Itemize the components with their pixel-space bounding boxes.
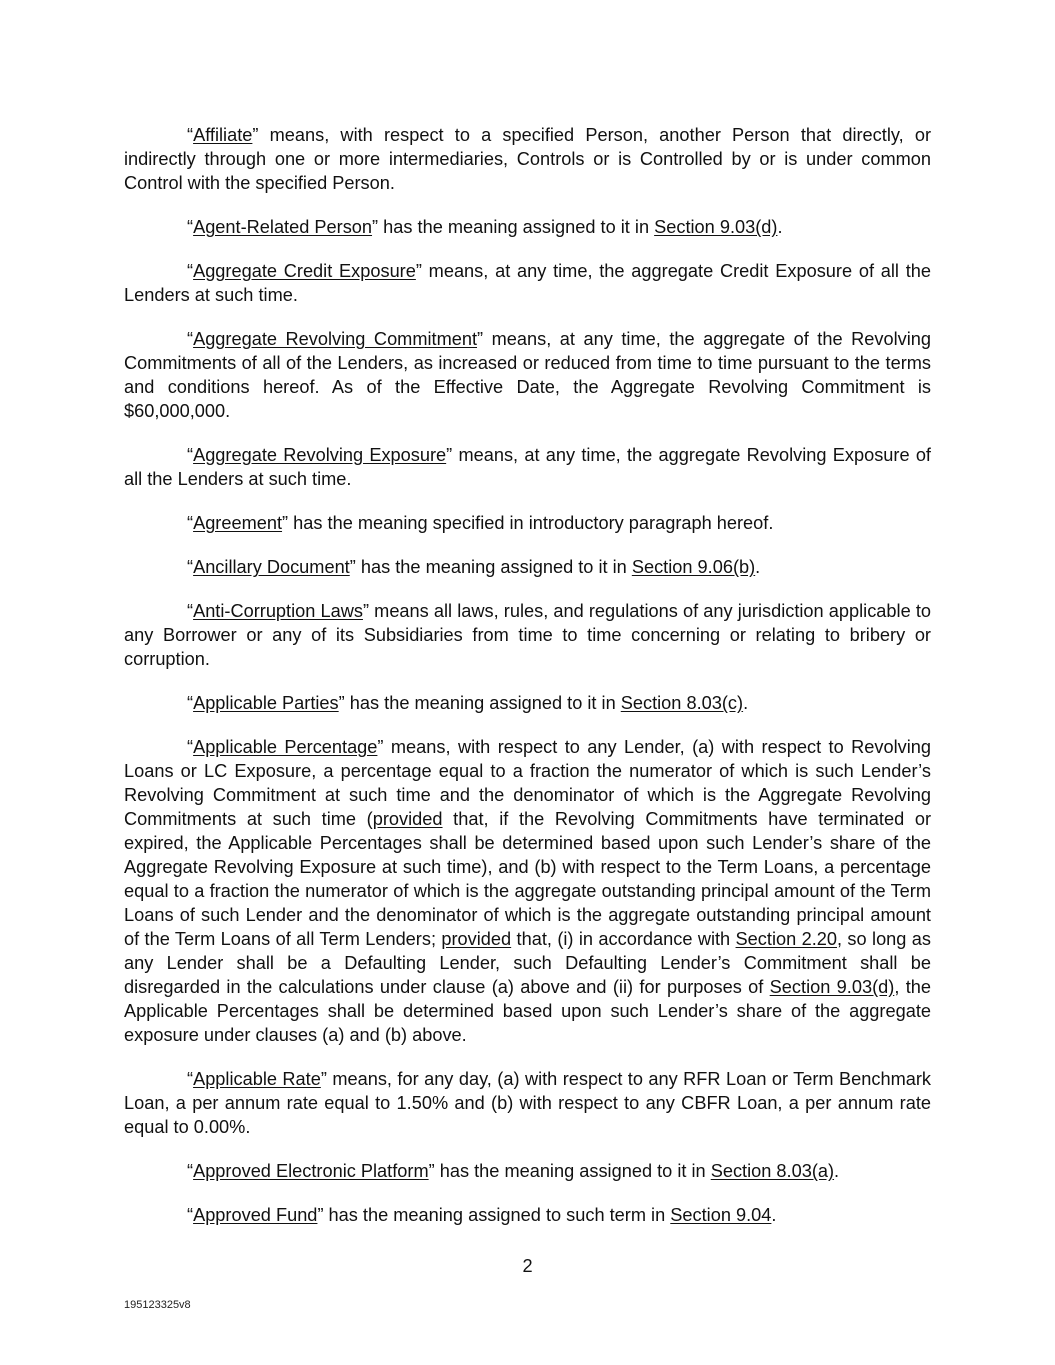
definition-text: means, at any time, the aggregate Credit Exposure of all the Lenders at such time. [124,261,931,305]
definition-applicable-parties [124,691,931,715]
definition-text: means, for any day, (a) with respect to any RFR Loan or Term Benchmark Loan, a per annum rate equal to 1.50% and (b) with respect to any CBFR Loan, a per annum rate equal to 0.00%. [124,1069,931,1137]
definition-text: has the meaning assigned to it in [355,557,632,577]
open-quote: “ [187,693,194,713]
definition-affiliate [124,123,931,195]
definition-text-part-4: , so long as any Lender shall be a Defaulting Lender, such Defaulting Lender’s Commitment shall be disregarded in the calculations under clause (a) above and (ii) for purposes of [124,929,932,997]
definition-agent-related-person [124,215,931,239]
definition-aggregate-revolving-exposure [124,443,931,491]
defined-term: Aggregate Credit Exposure [193,261,416,281]
definition-approved-fund [124,1203,931,1227]
defined-term: Applicable Rate [193,1069,321,1089]
definitions-section [124,123,931,1247]
definition-tail: . [771,1205,777,1225]
definition-aggregate-credit-exposure [124,259,931,307]
defined-term: Applicable Parties [193,693,339,713]
defined-term: Aggregate Revolving Commitment [193,329,478,349]
open-quote: “ [187,217,194,237]
document-id: 195123325v8 [124,1299,191,1311]
open-quote: “ [187,557,194,577]
close-quote: ” [349,557,356,577]
close-quote: ” [477,329,484,349]
open-quote: “ [187,445,194,465]
definition-text-part-1: means, with respect to any Lender, (a) with respect to Revolving Loans or LC Exposure, a percentage equal to a fraction the numerator of which is such Lender’s Revolving Commitment at such time and the denominator of which is the Aggregate Revolving Commitments at such time ( [124,737,931,829]
defined-term: Affiliate [193,125,253,145]
close-quote: ” [362,601,370,621]
definition-text: means, at any time, the aggregate of the Revolving Commitments of all of the Lenders, as increased or reduced from time to time pursuant to the terms and conditions hereof. As of the Effective Date, the Aggregate Revolving Commitment is $60,000,000. [124,329,931,421]
definition-tail: . [755,557,761,577]
definition-text: means all laws, rules, and regulations of any jurisdiction applicable to any Borrower or any of its Subsidiaries from time to time concerning or relating to bribery or corruption. [124,601,931,669]
definition-text-part-3: that, (i) in accordance with [511,929,736,949]
close-quote: ” [415,261,422,281]
defined-term: Aggregate Revolving Exposure [193,445,447,465]
open-quote: “ [187,601,194,621]
definition-text-part-2: that, if the Revolving Commitments have terminated or expired, the Applicable Percentages shall be determined based upon such Lender’s share of the Aggregate Revolving Exposure at such time), and (b) with respect to the Term Loans, a percentage equal to a fraction the numerator of which is the aggregate outstanding principal amount of the Term Loans of such Lender and the denominator of which is the aggregate outstanding principal amount of the Term Loans of all Term Lenders; [124,809,932,949]
open-quote: “ [187,737,194,757]
defined-term: Approved Electronic Platform [193,1161,429,1181]
defined-term: Agent-Related Person [193,217,373,237]
close-quote: ” [377,737,384,757]
defined-term: Anti-Corruption Laws [193,601,363,621]
section-reference: Section 9.03(d) [654,217,778,237]
section-reference: Section 9.04 [670,1205,772,1225]
section-reference: Section 8.03(c) [620,693,744,713]
definition-aggregate-revolving-commitment [124,327,931,423]
definition-text: has the meaning assigned to it in [378,217,655,237]
defined-term: Agreement [193,513,283,533]
close-quote: ” [372,217,379,237]
close-quote: ” [282,513,289,533]
definition-text: has the meaning assigned to it in [434,1161,711,1181]
close-quote: ” [338,693,345,713]
close-quote: ” [428,1161,435,1181]
open-quote: “ [187,261,194,281]
definition-tail: . [743,693,749,713]
definition-tail: . [777,217,783,237]
definition-text-part-5: , the Applicable Percentages shall be determined based upon such Lender’s share of the aggregate exposure under clauses (a) and (b) above. [124,977,931,1045]
definition-text: means, with respect to a specified Person, another Person that directly, or indirectly through one or more intermediaries, Controls or is Controlled by or is under common Control with the specified Person. [124,125,931,193]
section-reference: Section 9.06(b) [631,557,756,577]
open-quote: “ [187,1069,194,1089]
open-quote: “ [187,1205,194,1225]
proviso-term: provided [372,809,443,829]
section-reference: Section 9.03(d) [769,977,895,997]
section-reference: Section 2.20 [735,929,837,949]
section-reference: Section 8.03(a) [710,1161,835,1181]
defined-term: Ancillary Document [193,557,350,577]
definition-applicable-percentage [124,735,931,1047]
definition-applicable-rate [124,1067,931,1139]
defined-term: Approved Fund [193,1205,318,1225]
open-quote: “ [187,1161,194,1181]
open-quote: “ [187,125,194,145]
open-quote: “ [187,329,194,349]
close-quote: ” [252,125,259,145]
close-quote: ” [317,1205,324,1225]
defined-term: Applicable Percentage [193,737,378,757]
close-quote: ” [320,1069,327,1089]
definition-tail: . [834,1161,840,1181]
open-quote: “ [187,513,194,533]
close-quote: ” [446,445,453,465]
definition-anti-corruption-laws [124,599,931,671]
definition-agreement [124,511,931,535]
definition-text: has the meaning assigned to such term in [323,1205,671,1225]
definition-ancillary-document [124,555,931,579]
definition-text: has the meaning assigned to it in [344,693,621,713]
page-number: 2 [522,1256,533,1276]
definition-approved-electronic-platform [124,1159,931,1183]
definition-text: has the meaning specified in introductory paragraph hereof. [288,513,774,533]
proviso-term: provided [441,929,512,949]
definition-text: means, at any time, the aggregate Revolving Exposure of all the Lenders at such time. [124,445,931,489]
